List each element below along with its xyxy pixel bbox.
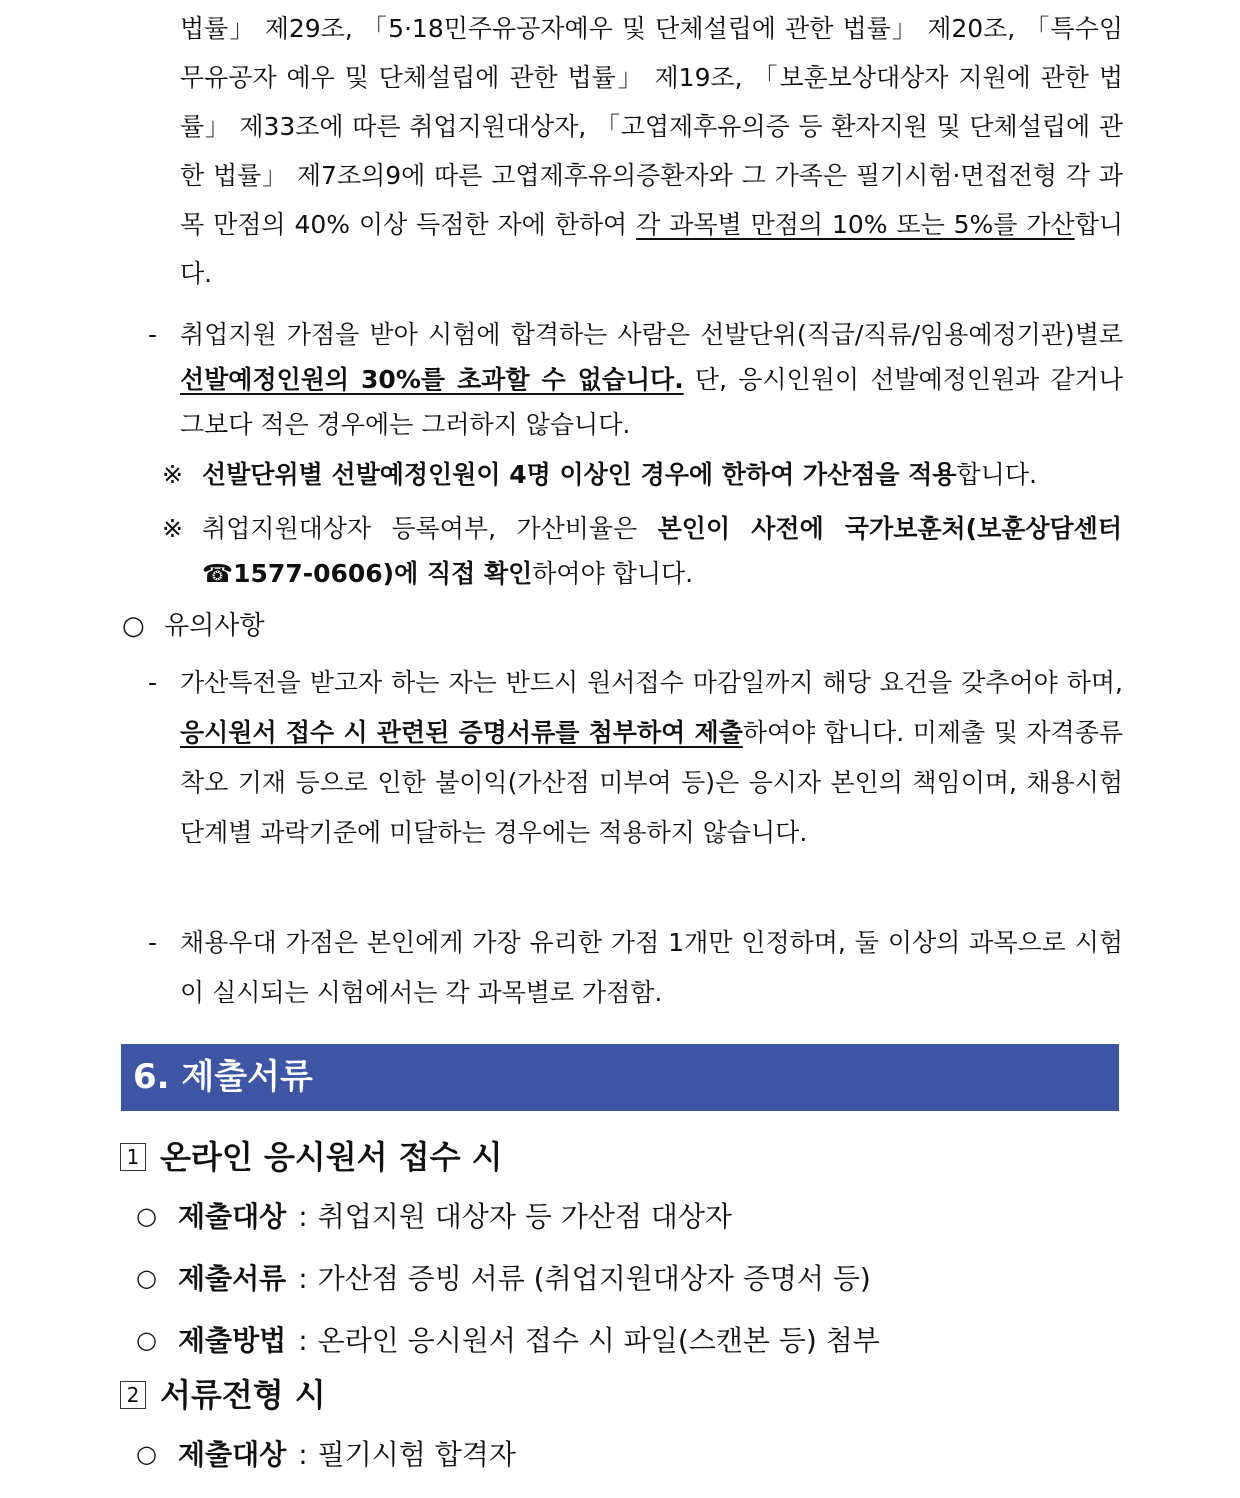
row-label: 제출대상 [178, 1200, 287, 1233]
intro-emphasis: 각 과목별 만점의 10% 또는 5%를 가산 [636, 210, 1075, 239]
note-2-text: 취업지원대상자 등록여부, 가산비율은 [202, 514, 658, 543]
row-value: 가산점 증빙 서류 (취업지원대상자 증명서 등) [317, 1262, 871, 1295]
dash-marker: - [148, 668, 158, 697]
circle-bullet: ○ [136, 1440, 157, 1468]
caution-item-1 [148, 658, 1123, 858]
limit-emphasis: 선발예정인원의 30%를 초과할 수 없습니다. [180, 365, 684, 394]
subsection-2-heading [120, 1372, 326, 1418]
caution-item-2-text: 채용우대 가점은 본인에게 가장 유리한 가점 1개만 인정하며, 둘 이상의 과목으로 시험이 실시되는 시험에서는 각 과목별로 가점함. [180, 928, 1123, 1007]
circle-bullet: ○ [136, 1264, 157, 1292]
caution-item-1-emphasis: 응시원서 접수 시 관련된 증명서류를 첨부하여 제출 [180, 718, 743, 747]
submission-row [136, 1318, 880, 1363]
row-label: 제출대상 [178, 1438, 287, 1471]
circle-bullet: ○ [136, 1326, 157, 1354]
note-2-emphasis: 본인이 사전에 국가보훈처(보훈상담센터 ☎1577-0606)에 직접 확인 [202, 514, 1122, 588]
row-value: 필기시험 합격자 [317, 1438, 516, 1471]
row-value: 온라인 응시원서 접수 시 파일(스캔본 등) 첨부 [317, 1324, 880, 1357]
row-label: 제출서류 [178, 1262, 287, 1295]
caution-item-2 [148, 918, 1123, 1018]
note-1 [162, 452, 1122, 497]
boxed-number: 1 [120, 1143, 146, 1171]
submission-row [136, 1194, 732, 1239]
intro-text: 법률」 제29조, 「5·18민주유공자예우 및 단체설립에 관한 법률」 제20조, 「특수임무유공자 예우 및 단체설립에 관한 법률」 제19조, 「보훈보상대상자 지원에 관한 법률」 제33조에 따른 취업지원대상자, 「고엽제후유의증 등 환자지원 및 단체설립에 관한 법률」 제7조의9에 따른 고엽제후유의증환자와 그 가족은 필기시험·면접전형 각 과목 만점의 40% 이상 득점한 자에 한하여 [180, 14, 1123, 239]
limit-item [148, 312, 1123, 447]
reference-mark: ※ [162, 514, 183, 543]
row-separator: : [298, 1438, 308, 1471]
submission-row [136, 1432, 516, 1477]
intro-paragraph [180, 4, 1123, 298]
subsection-1-heading [120, 1134, 503, 1180]
row-value: 취업지원 대상자 등 가산점 대상자 [317, 1200, 732, 1233]
subsection-2-title: 서류전형 시 [160, 1376, 326, 1414]
caution-heading-text: 유의사항 [164, 611, 265, 641]
intro-text-end: 합니다. [180, 210, 1123, 288]
section-title: 6. 제출서류 [133, 1057, 313, 1097]
note-1-text: 합니다. [956, 460, 1037, 489]
dash-marker: - [148, 928, 158, 957]
caution-heading [122, 604, 264, 648]
subsection-1-title: 온라인 응시원서 접수 시 [160, 1138, 503, 1176]
reference-mark: ※ [162, 460, 183, 489]
caution-item-1-text-end: 하여야 합니다. 미제출 및 자격종류 착오 기재 등으로 인한 불이익(가산점 미부여 등)은 응시자 본인의 책임이며, 채용시험 단계별 과락기준에 미달하는 경우에는 적용하지 않습니다. [180, 718, 1123, 847]
row-separator: : [298, 1324, 308, 1357]
limit-text: 취업지원 가점을 받아 시험에 합격하는 사람은 선발단위(직급/직류/임용예정기관)별로 [180, 320, 1123, 349]
limit-text-end: 단, 응시인원이 선발예정인원과 같거나 그보다 적은 경우에는 그러하지 않습니다. [180, 365, 1123, 439]
row-label: 제출방법 [178, 1324, 287, 1357]
note-2-text-end: 하여야 합니다. [532, 559, 694, 588]
note-2 [162, 506, 1122, 596]
row-separator: : [298, 1200, 308, 1233]
boxed-number: 2 [120, 1381, 146, 1409]
circle-bullet: ○ [122, 611, 145, 641]
circle-bullet: ○ [136, 1202, 157, 1230]
section-header-bar [121, 1044, 1119, 1111]
dash-marker: - [148, 320, 158, 349]
submission-row [136, 1256, 871, 1301]
caution-item-1-text: 가산특전을 받고자 하는 자는 반드시 원서접수 마감일까지 해당 요건을 갖추어야 하며, [180, 668, 1123, 697]
note-1-emphasis: 선발단위별 선발예정인원이 4명 이상인 경우에 한하여 가산점을 적용 [202, 460, 957, 489]
row-separator: : [298, 1262, 308, 1295]
